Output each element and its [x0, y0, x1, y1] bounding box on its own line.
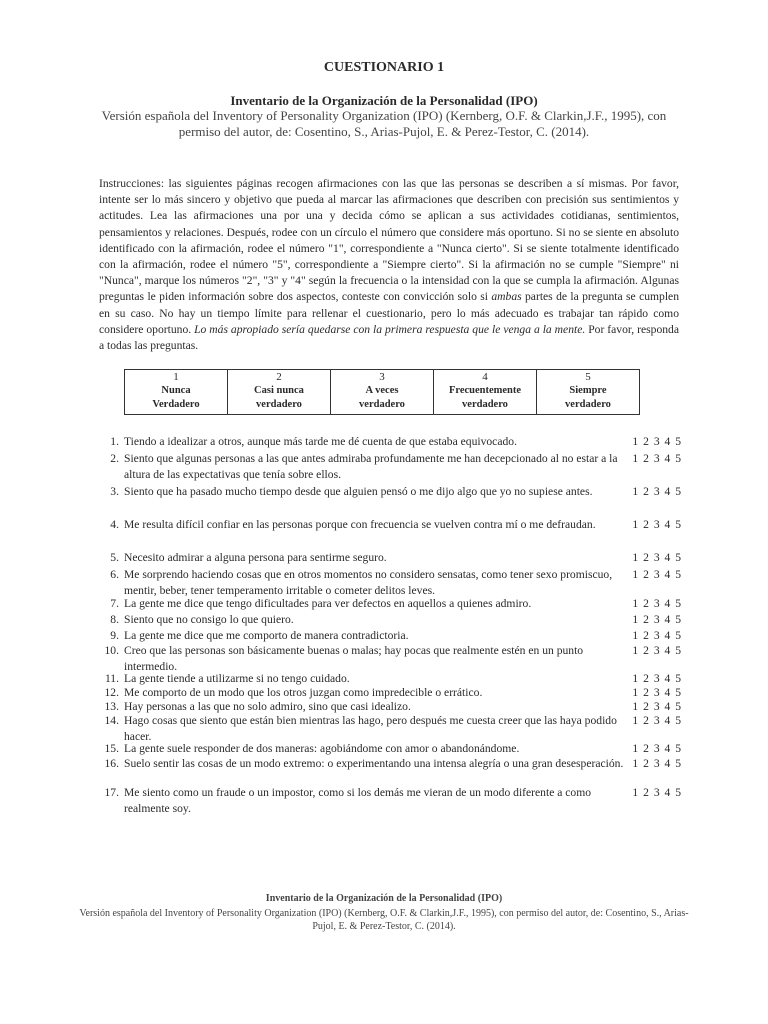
instructions-italic: Lo más apropiado sería quedarse con la primera respuesta que le venga a la mente.	[194, 322, 586, 336]
item-number: 15.	[104, 742, 119, 755]
item-text: Necesito admirar a alguna persona para sentirme seguro.	[124, 551, 387, 564]
item-scale[interactable]: 1 2 3 4 5	[632, 568, 682, 581]
item-text: La gente suele responder de dos maneras: agobiándome con amor o abandonándome.	[124, 742, 520, 755]
item-number: 9.	[110, 629, 119, 642]
footer-citation: Versión española del Inventory of Personality Organization (IPO) (Kernberg, O.F. & Clarkin,J.F., 1995), con permiso del autor, de: Cosentino, S., Arias-Pujol, E. & Perez-Testor, C. (2014).	[79, 908, 689, 932]
instructions-mid: partes de la pregunta se cumplen en su caso. No hay un tiempo límite para rellenar el cuestionario, pero lo más adecuado es trabajar tan rápido como considere oportuno.	[99, 290, 679, 336]
scale-option	[537, 370, 640, 415]
scale-option	[125, 370, 228, 415]
scale-number: 5	[585, 371, 591, 383]
item-scale[interactable]: 1 2 3 4 5	[632, 757, 682, 770]
scale-number: 2	[276, 371, 282, 383]
item-number: 3.	[110, 485, 119, 498]
item-text: Me siento como un fraude o un impostor, como si los demás me vieran de un modo diferente a como realmente soy.	[124, 786, 592, 815]
scale-label-2: verdadero	[256, 399, 302, 410]
inventory-subtitle: Inventario de la Organización de la Personalidad (IPO)	[230, 93, 538, 108]
instructions	[99, 176, 679, 354]
scale-label-2: verdadero	[565, 399, 611, 410]
item-text: Me sorprendo haciendo cosas que en otros momentos no considero sensatas, como tener sexo promiscuo, mentir, beber, tener temperamento irritable o cometer delitos leves.	[124, 568, 613, 597]
item-scale[interactable]: 1 2 3 4 5	[632, 485, 682, 498]
item-number: 6.	[110, 568, 119, 581]
scale-label: A veces	[365, 385, 399, 396]
item-text: Hay personas a las que no solo admiro, sino que casi idealizo.	[124, 700, 411, 713]
response-scale	[124, 369, 640, 415]
item-scale[interactable]: 1 2 3 4 5	[632, 551, 682, 564]
item-number: 11.	[104, 672, 119, 685]
item-text: Siento que no consigo lo que quiero.	[124, 613, 294, 626]
version-note: Versión española del Inventory of Personality Organization (IPO) (Kernberg, O.F. & Clarkin,J.F., 1995), con permiso del autor, de: Cosentino, S., Arias-Pujol, E. & Perez-Testor, C. (2014).	[101, 108, 667, 139]
item-text: Me comporto de un modo que los otros juzgan como impredecible o errático.	[124, 686, 483, 699]
item-text: Siento que algunas personas a las que antes admiraba profundamente me han decepcionado al no estar a la altura de las expectativas que tenía sobre ellos.	[124, 452, 618, 481]
item-scale[interactable]: 1 2 3 4 5	[632, 672, 682, 685]
instructions-main: Instrucciones: las siguientes páginas recogen afirmaciones con las que las personas se describen a sí mismas. Por favor, intente ser lo más sincero y objetivo que pueda al marcar las afirmaciones que describen con precisión sus sentimientos y actitudes. Lea las afirmaciones una por una y decida cómo se aplican a sus actividades cotidianas, sentimientos, pensamientos y relaciones. Después, rodee con un círculo el número que considere más oportuno. Si no se siente en absoluto identificado con la afirmación, rodee el número "1", correspondiente a "Nunca cierto". Si se siente totalmente identificado con la afirmación, rodee el número "5", correspondiente a "Siempre cierto". Si la afirmación no se cumple "Siempre" ni "Nunca", marque los números "2", "3" y "4" según la frecuencia o la intensidad con la que se cumpla la afirmación. Algunas preguntas le piden información sobre dos aspectos, conteste con convicción solo si	[99, 177, 679, 304]
instructions-end: Por favor, responda a todas las preguntas.	[99, 322, 679, 353]
item-text: Creo que las personas son básicamente buenas o malas; hay pocas que realmente estén en un punto intermedio.	[124, 644, 584, 673]
page-title: CUESTIONARIO 1	[323, 60, 445, 75]
item-number: 7.	[110, 597, 119, 610]
item-scale[interactable]: 1 2 3 4 5	[632, 644, 682, 657]
item-scale[interactable]: 1 2 3 4 5	[632, 435, 682, 448]
item-scale[interactable]: 1 2 3 4 5	[632, 597, 682, 610]
footer-title: Inventario de la Organización de la Personalidad (IPO)	[265, 893, 503, 904]
item-number: 17.	[104, 786, 119, 799]
item-text: La gente me dice que tengo dificultades para ver defectos en aquellos a quienes admiro.	[124, 597, 532, 610]
item-text: Siento que ha pasado mucho tiempo desde que alguien pensó o me dijo algo que yo no supiese antes.	[124, 485, 593, 498]
scale-label: Siempre	[569, 385, 607, 396]
item-scale[interactable]: 1 2 3 4 5	[632, 629, 682, 642]
item-scale[interactable]: 1 2 3 4 5	[632, 686, 682, 699]
instructions-ambas: ambas	[491, 290, 522, 304]
item-number: 12.	[104, 686, 119, 699]
item-number: 10.	[104, 644, 119, 657]
scale-label: Nunca	[161, 385, 191, 396]
scale-number: 1	[173, 371, 179, 383]
scale-label: Casi nunca	[254, 385, 304, 396]
item-number: 8.	[110, 613, 119, 626]
item-text: Tiendo a idealizar a otros, aunque más tarde me dé cuenta de que estaba equivocado.	[124, 435, 517, 448]
scale-label-2: verdadero	[359, 399, 405, 410]
item-scale[interactable]: 1 2 3 4 5	[632, 700, 682, 713]
item-scale[interactable]: 1 2 3 4 5	[632, 613, 682, 626]
item-number: 16.	[104, 757, 119, 770]
scale-label-2: verdadero	[462, 399, 508, 410]
scale-option	[434, 370, 537, 415]
scale-number: 4	[482, 371, 488, 383]
item-scale[interactable]: 1 2 3 4 5	[632, 452, 682, 465]
scale-option	[331, 370, 434, 415]
scale-label-2: Verdadero	[152, 399, 200, 410]
item-text: La gente me dice que me comporto de manera contradictoria.	[124, 629, 409, 642]
item-text: Me resulta difícil confiar en las personas porque con frecuencia se vuelven contra mí o me defraudan.	[124, 518, 596, 531]
item-number: 1.	[110, 435, 119, 448]
item-scale[interactable]: 1 2 3 4 5	[632, 786, 682, 799]
scale-label: Frecuentemente	[448, 385, 522, 396]
scale-option	[228, 370, 331, 415]
item-number: 13.	[104, 700, 119, 713]
item-text: Hago cosas que siento que están bien mientras las hago, pero después me cuesta creer que las haya podido hacer.	[124, 714, 617, 743]
item-number: 4.	[110, 518, 119, 531]
item-text: La gente tiende a utilizarme si no tengo cuidado.	[124, 672, 350, 685]
item-number: 2.	[110, 452, 119, 465]
item-scale[interactable]: 1 2 3 4 5	[632, 518, 682, 531]
item-number: 5.	[110, 551, 119, 564]
item-scale[interactable]: 1 2 3 4 5	[632, 714, 682, 727]
item-text: Suelo sentir las cosas de un modo extremo: o experimentando una intensa alegría o una gran desesperación.	[124, 757, 624, 770]
item-number: 14.	[104, 714, 119, 727]
item-scale[interactable]: 1 2 3 4 5	[632, 742, 682, 755]
scale-number: 3	[379, 371, 385, 383]
